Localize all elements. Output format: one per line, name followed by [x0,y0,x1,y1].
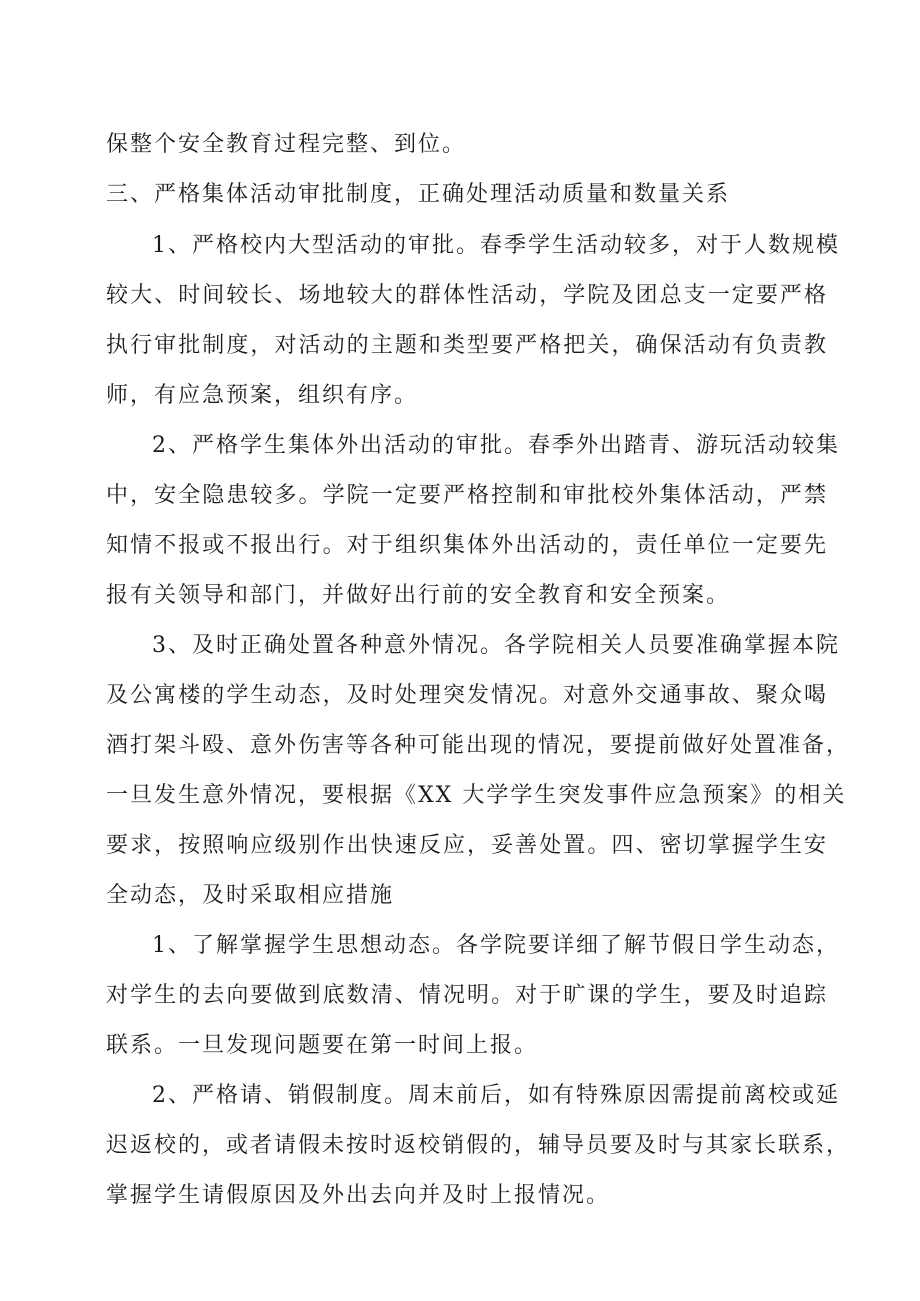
text-line: 保整个安全教育过程完整、到位。 [106,132,467,157]
paragraph-line: 报有关领导和部门，并做好出行前的安全教育和安全预案。 [106,583,731,608]
paragraph-line: 3、及时正确处置各种意外情况。各学院相关人员要准确掌握本院 [152,633,840,658]
paragraph-line: 1、了解掌握学生思想动态。各学院要详细了解节假日学生动态， [152,933,840,958]
paragraph-line: 对学生的去向要做到底数清、情况明。对于旷课的学生，要及时追踪 [106,983,828,1008]
paragraph-line: 要求，按照响应级别作出快速反应，妥善处置。四、密切掌握学生安 [106,833,828,858]
paragraph-line: 较大、时间较长、场地较大的群体性活动，学院及团总支一定要严格 [106,283,828,308]
paragraph-line: 一旦发生意外情况，要根据《XX 大学学生突发事件应急预案》的相关 [106,783,847,808]
paragraph-line: 知情不报或不报出行。对于组织集体外出活动的，责任单位一定要先 [106,533,828,558]
paragraph-line: 中，安全隐患较多。学院一定要严格控制和审批校外集体活动，严禁 [106,483,828,508]
paragraph-line: 2、严格请、销假制度。周末前后，如有特殊原因需提前离校或延 [152,1083,840,1108]
paragraph-line: 迟返校的，或者请假未按时返校销假的，辅导员要及时与其家长联系， [106,1133,851,1158]
paragraph-line: 掌握学生请假原因及外出去向并及时上报情况。 [106,1183,611,1208]
paragraph-line: 全动态，及时采取相应措施 [106,883,395,908]
paragraph-line: 酒打架斗殴、意外伤害等各种可能出现的情况，要提前做好处置准备， [106,733,851,758]
paragraph-line: 师，有应急预案，组织有序。 [106,383,419,408]
paragraph-line: 执行审批制度，对活动的主题和类型要严格把关，确保活动有负责教 [106,333,828,358]
paragraph-line: 2、严格学生集体外出活动的审批。春季外出踏青、游玩活动较集 [152,433,840,458]
section-heading: 三、严格集体活动审批制度，正确处理活动质量和数量关系 [106,182,731,207]
paragraph-line: 联系。一旦发现问题要在第一时间上报。 [106,1033,539,1058]
paragraph-line: 1、严格校内大型活动的审批。春季学生活动较多，对于人数规模 [152,233,840,258]
paragraph-line: 及公寓楼的学生动态，及时处理突发情况。对意外交通事故、聚众喝 [106,683,828,708]
